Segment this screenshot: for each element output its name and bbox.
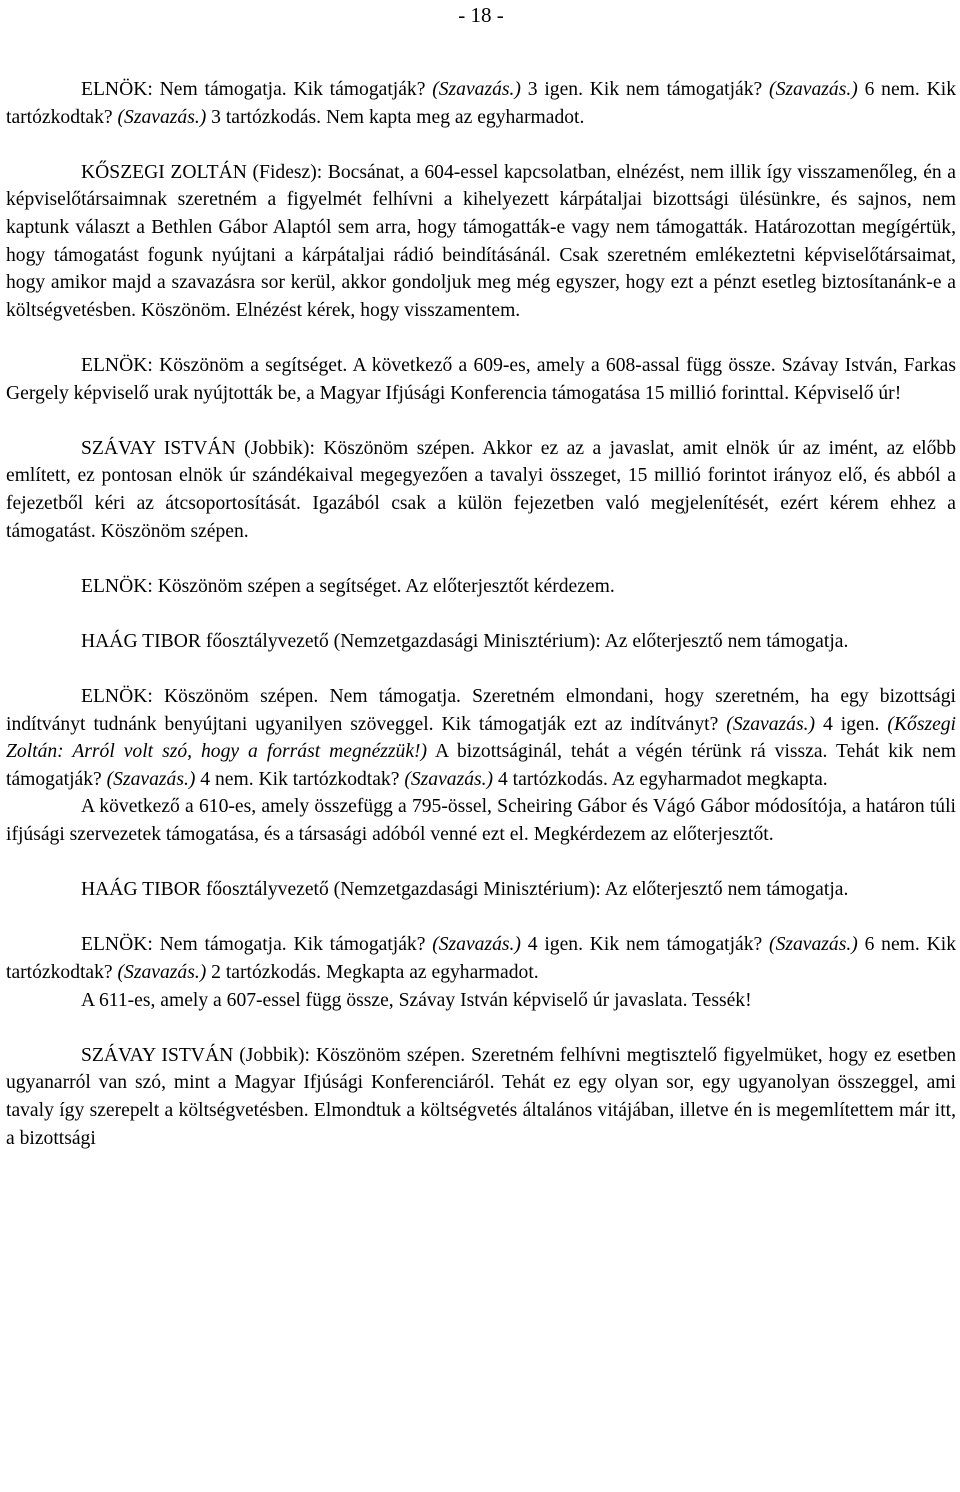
paragraph-text: KŐSZEGI ZOLTÁN (Fidesz): Bocsánat, a 604-essel kapcsolatban, elnézést, nem illik így visszamenőleg, én a képviselőtársaimnak szeretném a figyelmét felhívni a kihelyezett kárpátaljai bizottsági ülésünkre, és sajnos, nem kaptunk választ a Bethlen Gábor Alaptól sem arra, hogy támogatták-e vagy nem támogatták. Határozottan megígértük, hogy támogatást fogunk nyújtani a kárpátaljai rádió beindításánál. Csak szeretném emlékeztetni képviselőtársaimat, hogy amikor majd a szavazásra sor kerül, akkor gondoljuk meg még egyszer, hogy ezt a pénzt esetleg biztosítanánk-e a költségvetésben. Köszönöm. Elnézést kérek, hogy visszamentem. (6, 161, 956, 321)
paragraph-text: A következő a 610-es, amely összefügg a 795-össel, Scheiring Gábor és Vágó Gábor módosítója, a határon túli ifjúsági szervezetek támogatása, és a társasági adóból venné ezt el. Megkérdezem az előterjesztőt. (6, 796, 956, 846)
italic-remark: (Szavazás.) (769, 79, 858, 100)
paragraph-text: HAÁG TIBOR főosztályvezető (Nemzetgazdasági Minisztérium): Az előterjesztő nem támogatja. (81, 630, 849, 652)
transcript-paragraph (6, 793, 956, 848)
transcript-paragraph (6, 876, 956, 904)
paragraph-text: HAÁG TIBOR főosztályvezető (Nemzetgazdasági Minisztérium): Az előterjesztő nem támogatja. (81, 879, 849, 901)
paragraph-text: ELNÖK: Köszönöm a segítséget. A következő a 609-es, amely a 608-assal függ össze. Szávay István, Farkas Gergely képviselő urak nyújtották be, a Magyar Ifjúsági Konferencia támogatása 15 millió forinttal. Képviselő úr! (6, 354, 956, 404)
italic-remark: (Szavazás.) (106, 768, 196, 790)
paragraph-text: A 611-es, amely a 607-essel függ össze, Szávay István képviselő úr javaslata. Tessék! (81, 989, 752, 1011)
paragraph-text: SZÁVAY ISTVÁN (Jobbik): Köszönöm szépen. Szeretném felhívni megtisztelő figyelmüket, hogy ez esetben ugyanarról van szó, mint a Magyar Ifjúsági Konferenciáról. Tehát ez egy olyan sor, egy ugyanolyan összeggel, ami tavaly így szerepelt a költségvetésben. Elmondtuk a költségvetés általános vitájában, illetve én is megemlítettem már itt, a bizottsági (6, 1044, 956, 1149)
italic-remark: (Szavazás.) (769, 934, 858, 956)
transcript-paragraph (6, 159, 956, 325)
italic-remark: (Szavazás.) (117, 962, 207, 983)
italic-remark: (Szavazás.) (726, 713, 816, 735)
paragraph-text: ELNÖK: Nem támogatja. Kik támogatják? (81, 934, 433, 956)
paragraph-text: 4 igen. (815, 713, 888, 735)
italic-remark: (Szavazás.) (432, 934, 521, 956)
paragraph-text: 2 tartózkodás. Megkapta az egyharmadot. (206, 962, 539, 983)
document-page (6, 0, 956, 1152)
paragraph-text: 4 nem. Kik tartózkodtak? (195, 768, 405, 790)
paragraph-text: A bizottságinál, tehát a végén térünk rá vissza. Tehát kik nem támogatják? (6, 741, 956, 790)
italic-remark: (Szavazás.) (117, 106, 207, 128)
transcript-paragraph (6, 987, 956, 1015)
transcript-body (6, 76, 956, 1152)
paragraph-text: ELNÖK: Köszönöm szépen. Nem támogatja. Szeretném elmondani, hogy szeretném, ha egy bizottsági indítványt tudnánk benyújtani ugyanilyen szöveggel. Kik támogatják ezt az indítványt? (6, 686, 956, 735)
paragraph-text: 3 igen. Kik nem támogatják? (520, 79, 770, 100)
paragraph-text: ELNÖK: Nem támogatja. Kik támogatják? (81, 79, 433, 100)
paragraph-text: 4 tartózkodás. Az egyharmadot megkapta. (493, 768, 828, 790)
paragraph-text: 3 tartózkodás. Nem kapta meg az egyharmadot. (206, 106, 585, 128)
transcript-paragraph (6, 435, 956, 545)
italic-remark: (Kőszegi Zoltán: Arról volt szó, hogy a forrást megnézzük!) (6, 713, 956, 763)
paragraph-text: ELNÖK: Köszönöm szépen a segítséget. Az előterjesztőt kérdezem. (81, 575, 615, 597)
paragraph-text: 4 igen. Kik nem támogatják? (520, 934, 770, 956)
transcript-paragraph (6, 931, 956, 986)
page-number: - 18 - (458, 3, 504, 27)
transcript-paragraph (6, 76, 956, 131)
transcript-paragraph (6, 573, 956, 601)
transcript-paragraph (6, 683, 956, 793)
italic-remark: (Szavazás.) (404, 768, 494, 790)
paragraph-text: 6 nem. Kik tartózkodtak? (6, 79, 956, 128)
paragraph-text: SZÁVAY ISTVÁN (Jobbik): Köszönöm szépen. Akkor ez az a javaslat, amit elnök úr az imént, az előbb említett, ez pontosan elnök úr szándékaival megegyezően a tavalyi összeget, 15 millió forintot irányoz elő, és abból a fejezetből kéri az átcsoportosítását. Igazából csak a külön fejezetben való megjelenítését, ezért kérem ehhez a támogatást. Köszönöm szépen. (6, 437, 956, 542)
italic-remark: (Szavazás.) (432, 79, 521, 100)
transcript-paragraph (6, 352, 956, 407)
transcript-paragraph (6, 1042, 956, 1152)
paragraph-text: 6 nem. Kik tartózkodtak? (6, 934, 956, 983)
transcript-paragraph (6, 628, 956, 656)
